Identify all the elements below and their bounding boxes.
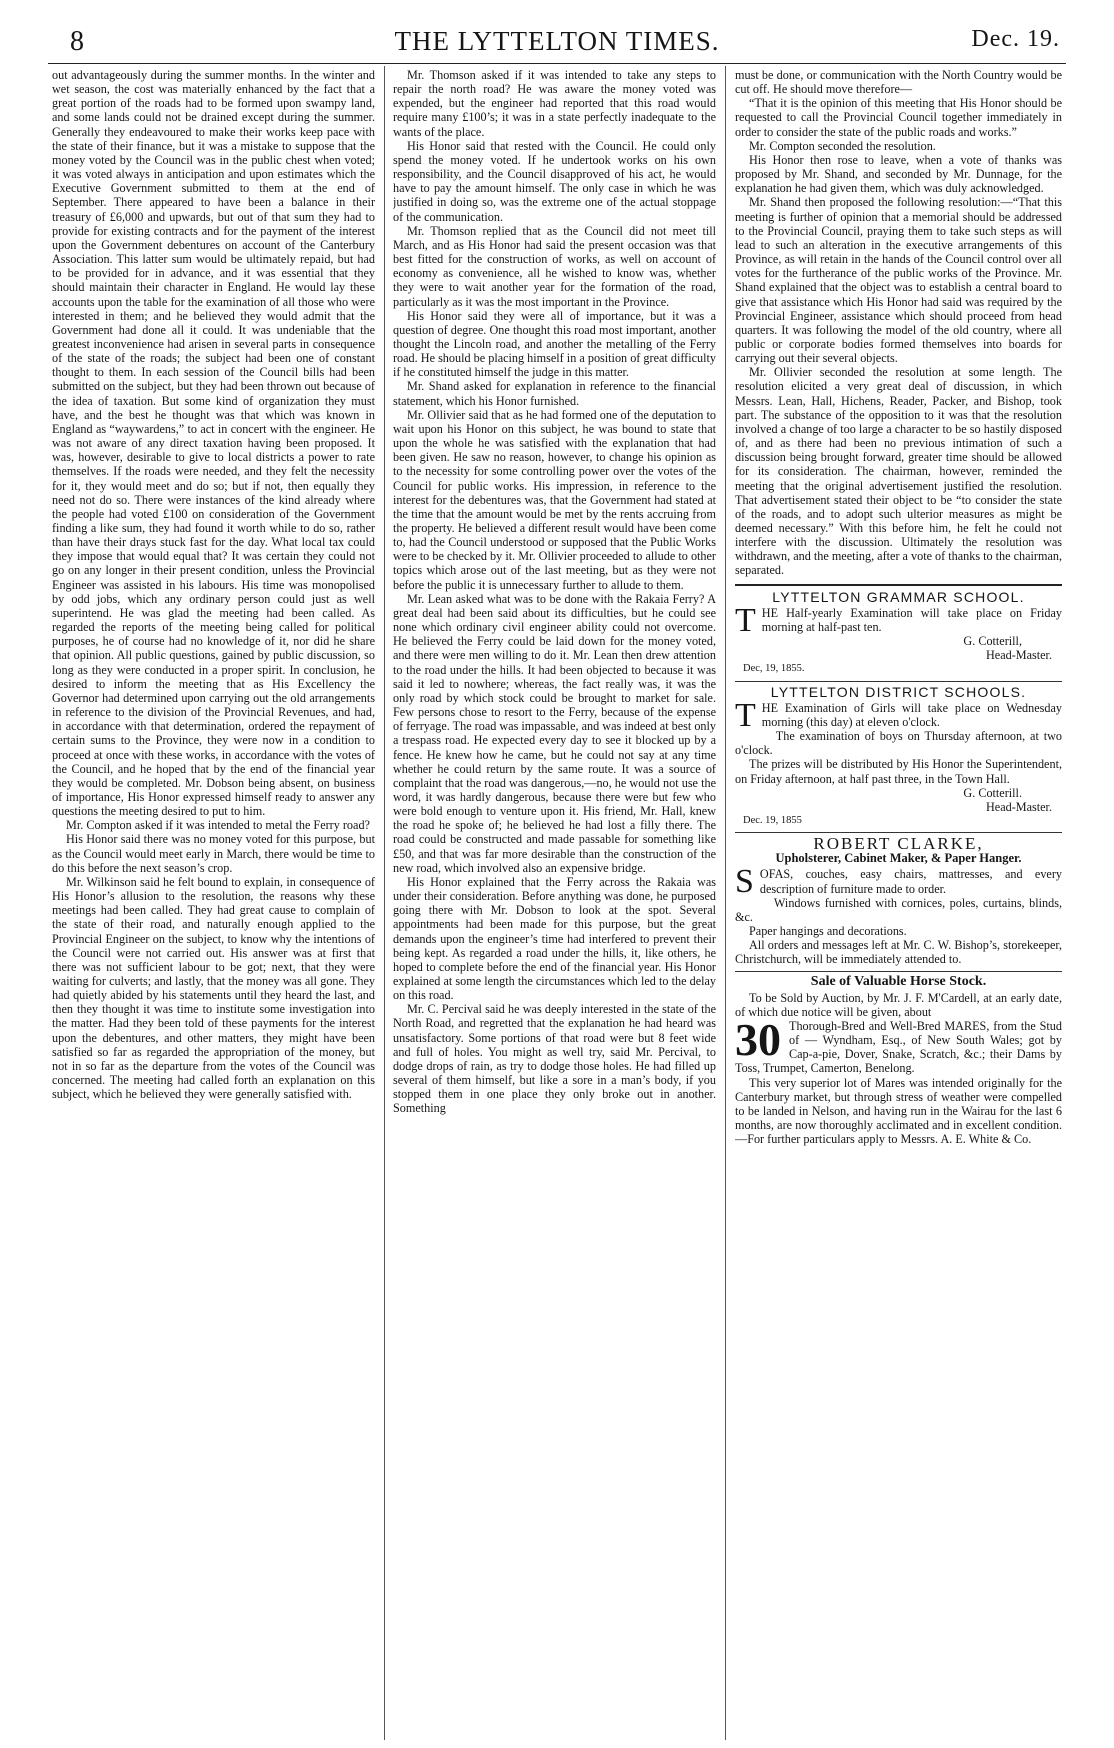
newspaper-title: THE LYTTELTON TIMES.	[394, 26, 720, 56]
notice-heading: LYTTELTON DISTRICT SCHOOLS.	[770, 683, 1027, 700]
drop-cap: S	[735, 863, 754, 901]
article-paragraph: His Honor said there was no money voted for this purpose, but as the Council would meet early in March, there would be time to do this before the next season’s crop.	[52, 832, 375, 875]
article-paragraph: Mr. Compton asked if it was intended to metal the Ferry road?	[66, 818, 370, 833]
column-2	[393, 68, 716, 1744]
advert-paragraph: Paper hangings and decorations.	[749, 924, 907, 939]
article-paragraph: His Honor then rose to leave, when a vote of thanks was proposed by Mr. Shand, and seconded by Mr. Dunnage, for the explanation he had given them, which was duly acknowledged.	[735, 152, 1062, 196]
robert-clarke-advertisement	[735, 834, 1062, 967]
notice-date: Dec. 19, 1855	[743, 814, 802, 826]
advert-body: 30 Thorough-Bred and Well-Bred MARES, from the Stud of — Wyndham, Esq., of New South Wales; got by Cap-a-pie, Dover, Snake, Scratch, &c.; their Dams by Toss, Trumpet, Camerton, Benelong.	[735, 1014, 1062, 1076]
column-divider	[384, 66, 385, 1740]
notice-signature: G. Cotterill.	[963, 785, 1022, 800]
article-paragraph: His Honor said they were all of importance, but it was a question of degree. One thought this road most important, another thought the Lincoln road, and another the metalling of the Ferry road. He should be placing himself in a position of great difficulty if he constituted himself the judge in this matter.	[393, 308, 716, 380]
advert-heading: Sale of Valuable Horse Stock.	[810, 973, 987, 989]
notice-paragraph: The prizes will be distributed by His Honor the Superintendent, on Friday afternoon, at half past three, in the Town Hall.	[735, 757, 1062, 786]
drop-cap: T	[735, 601, 756, 639]
article-paragraph: Mr. Thomson replied that as the Council did not meet till March, and as His Honor had said the present occasion was that best fitted for the construction of works, as well on account of economy as convenience, all he wished to know was, whether they were to wait another year for the formation of the road, particularly as it was the most important in the Province.	[393, 223, 716, 309]
article-paragraph: out advantageously during the summer months. In the winter and wet season, the cost was materially enhanced by the fact that a great portion of the roads had to be formed upon swampy land, and some lands could not be drained except during the summer. Generally they endeavoured to make their works keep pace with the state of their finance, but it was a mistake to suppose that the money voted by the Council was in the public chest when voted; it was voted always in anticipation and upon estimates which the Executive Government submitted to them at the end of September. There appeared to have been a balance in their treasury of £6,000 and upwards, but out of that sum they had to provide for existing contracts and for the payment of the interest upon the Government debentures on account of the Canterbury Association. This latter sum would be ultimately repaid, but had to be provided for in advance, and it was essential that they should maintain their character in England. He would lay these accounts upon the table for the examination of all those who were interested in them; and he believed they would admit that the Government had done all it could. It was undeniable that the greatest inconvenience had arisen in several parts in consequence of the state of the roads; the subject had been one of constant thought to them. In each session of the Council bills had been submitted on the subject, but they had been thrown out because of the idea of taxation. But some kind of organization they must have, and the best he thought was that which was known in England as “waywardens,” to act in concert with the engineer. He was not aware of any direct taxation having been proposed. It was, however, desirable to give to local districts a power to rate themselves. If the roads were needed, and they felt the necessity for it, they would meet and do so; but if not, then equally they need not do so. There were instances of the kind already where the people had voted £100 on consideration of the Government finding a like sum, they had found it worth while to do so, rather than have their drays stuck fast for the day. What local tax could they impose that would equal that? It was certain they could not go on any longer in their present condition, unless the Provincial Engineer was assisted in his labours. His time was monopolised by odd jobs, which any ordinary person could just as well superintend. He was glad the meeting had been called. As regarded the reports of the meeting being called for political purposes, he of course had no knowledge of it, nor did he share that opinion. All public questions, gained by public discussion, so long as they were conducted in a proper spirit. In conclusion, he desired to inform the meeting that as His Excellency the Governor had determined upon carrying out the old arrangements in reference to the division of the Provincial Revenues, and had, in accordance with that determination, ordered the repayment of certain sums to the Province, they were now in a condition to proceed at once with these works, in accordance with the votes of the Council, and he hoped that by the end of the financial year they would be completed. Mr. Dobson being absent, on business of importance, His Honor expressed himself ready to answer any questions the meeting desired to put to him.	[52, 68, 375, 819]
article-paragraph: Mr. Shand then proposed the following resolution:—“That this meeting is further of opinion that a memorial should be addressed to the Provincial Council, praying them to take such steps as will lead to such an alteration in the executive arrangements of this Province, as will retain in the hands of the Council control over all votes for the furtherance of the public works of the Province. Mr. Shand explained that the object was to establish a central board to give that assistance which His Honor had said was required by the Provincial Engineer, assistance which should proceed from head quarters. It was following the model of the old country, where all public or corporate bodies formed themselves into boards for carrying out their several objects.	[735, 195, 1062, 366]
article-paragraph: His Honor said that rested with the Council. He could only spend the money voted. If he undertook works on his own responsibility, and the Council disapproved of his act, he would have to pay the amount himself. The only case in which he was justified in doing so, was the extreme one of the actual stoppage of the communication.	[393, 138, 716, 224]
article-paragraph: Mr. Lean asked what was to be done with the Rakaia Ferry? A great deal had been said about its difficulties, but he could see none which ordinary civil engineer ability could not overcome. He believed the Ferry could be laid down for the money voted, and there were men willing to do it. Mr. Lean then drew attention to the road under the hills. It had been objected to because it was said it led to nowhere; whereas, the fact really was, it was the only road by which stock could be brought to market for sale. Few persons chose to resort to the Ferry, because of the expense of ferryage. The road was impassable, and was indeed at best only a trespass road. He expected every day to see it blocked up by a fence. He knew how he came, but he could not say at any time whether he could return by the same route. It was a source of complaint that the road was dangerous,—no, he would not use the word, it was hardly dangerous, because there were but few who were bold enough to venture upon it. His friend, Mr. Hall, knew the road he spoke of; he believed he had lost a filly there. The road could be constructed and made passable for something like £50, and that was far more desirable than the construction of the new road, which involved also an expensive bridge.	[393, 591, 716, 875]
notice-body: THE Examination of Girls will take place on Wednesday morning (this day) at eleven o'clock.	[735, 696, 1062, 734]
grammar-school-notice	[735, 590, 1062, 677]
notice-paragraph: The examination of boys on Thursday afternoon, at two o'clock.	[735, 729, 1062, 758]
advert-paragraph: All orders and messages left at Mr. C. W. Bishop’s, storekeeper, Christchurch, will be immediately attended to.	[735, 938, 1062, 967]
section-rule	[735, 681, 1062, 682]
article-paragraph: Mr. Wilkinson said he felt bound to explain, in consequence of His Honor’s allusion to the resolution, the reasons why these meetings had been called. They had great cause to complain of the state of their road, and naturally enough applied to the Provincial Engineer on the subject, to know why the intentions of the Council were not carried out. His answer was at first that there was not sufficient labour to be got; next, that they were waiting for culverts; and lastly, that the money was all gone. They had quietly abided by his statements until they heard the last, and then they thought it was time to institute some investigation into the matter. Had they been told of these payments for the interest upon the debentures, and other matters, they might have been satisfied so far as regarded the appropriation of the money, but not in so far as the departure from the votes of the Council was concerned. The meeting had called forth an explanation on this subject, which he believed they were generally satisfied with.	[52, 874, 375, 1102]
advertiser-name: ROBERT CLARKE,	[813, 834, 984, 854]
article-paragraph: Mr. Ollivier said that as he had formed one of the deputation to wait upon his Honor on this subject, he was bound to state that upon the whole he was satisfied with the explanation that had been given. He saw no reason, however, to change his opinion as to the necessity for some controlling power over the votes of the Council for public works. His impression, in reference to the interest for the debentures was, that the Government had stated at the time that the amount would be met by the rents accruing from the property. He believed a different result would have been come to, had the Council understood or supposed that the Public Works were to be checked by it. Mr. Ollivier proceeded to allude to other topics which arose out of the last meeting, but as they were not before the public it is unnecessary further to allude to them.	[393, 407, 716, 592]
article-paragraph: Mr. Ollivier seconded the resolution at some length. The resolution elicited a very great deal of discussion, in which Messrs. Lean, Hall, Hichens, Reader, Packer, and Bishop, took part. The substance of the opposition to it was that the resolution involved a change of too large a character to be so hastily disposed of, and as there had been no previous intimation of such a discussion being brought forward, greater time should be allowed for its consideration. The chairman, however, reminded the meeting that the original advertisement justified the resolution. That advertisement stated their object to be “to consider the state of the roads, and to adopt such ulterior measures as might be deemed necessary.” With this before him, he felt he could not interfere with the discussion. Ultimately the resolution was withdrawn, and the meeting, after a vote of thanks to the chairman, separated.	[735, 365, 1062, 578]
article-paragraph: His Honor explained that the Ferry across the Rakaia was under their consideration. Before anything was done, he purposed going there with Mr. Dobson to look at the spot. Several appointments had been made for this purpose, but the great demands upon the engineer’s time had interfered to prevent their being kept. As regarded a road under the hills, it, like others, he hoped to complete before the end of the financial year. His Honor explained at some length the circumstances which led to the delay on this road.	[393, 874, 716, 1003]
masthead	[40, 20, 1074, 64]
article-paragraph: Mr. Compton seconded the resolution.	[749, 138, 936, 153]
notice-role: Head-Master.	[986, 799, 1052, 814]
district-schools-notice	[735, 685, 1062, 829]
masthead-rule	[48, 63, 1066, 64]
notice-date: Dec, 19, 1855.	[743, 663, 805, 675]
notice-signature: G. Cotterill,	[963, 634, 1022, 649]
advert-paragraph: This very superior lot of Mares was intended originally for the Canterbury market, but through stress of weather were compelled to be landed in Nelson, and having run in the Wairau for the last 6 months, are now thoroughly acclimated and in excellent condition.—For further particulars apply to Messrs. A. E. White & Co.	[735, 1075, 1062, 1147]
issue-date: Dec. 19.	[971, 26, 1060, 52]
page-number: 8	[70, 26, 84, 57]
big-number: 30	[735, 1014, 781, 1065]
section-rule	[735, 971, 1062, 972]
advert-body: SOFAS, couches, easy chairs, mattresses, and every description of furniture made to order.	[735, 863, 1062, 901]
section-rule	[735, 832, 1062, 833]
notice-body: THE Half-yearly Examination will take place on Friday morning at half-past ten.	[735, 601, 1062, 639]
advertiser-trade: Upholsterer, Cabinet Maker, & Paper Hanger.	[775, 851, 1022, 866]
section-rule	[735, 584, 1062, 586]
article-paragraph: “That it is the opinion of this meeting that His Honor should be requested to call the Provincial Council together immediately in order to consider the state of the public roads and works.”	[735, 96, 1062, 139]
column-1	[52, 68, 375, 1744]
column-divider	[725, 66, 726, 1740]
advert-intro: To be Sold by Auction, by Mr. J. F. M'Cardell, at an early date, of which due notice will be given, about	[735, 990, 1062, 1019]
article-paragraph: Mr. Thomson asked if it was intended to take any steps to repair the north road? He was aware the money voted was expended, but the engineer had reported that this road would require many £100’s; it was in a state perfectly inadequate to the wants of the place.	[393, 68, 716, 139]
advert-paragraph: Windows furnished with cornices, poles, curtains, blinds, &c.	[735, 895, 1062, 924]
horse-sale-advertisement	[735, 975, 1062, 1147]
drop-cap: T	[735, 696, 756, 734]
notice-role: Head-Master.	[986, 648, 1052, 663]
article-paragraph: Mr. Shand asked for explanation in reference to the financial statement, which his Honor furnished.	[393, 379, 716, 408]
notice-heading: LYTTELTON GRAMMAR SCHOOL.	[772, 588, 1025, 605]
article-paragraph: must be done, or communication with the North Country would be cut off. He should move therefore—	[735, 68, 1062, 97]
column-3	[735, 68, 1062, 1744]
article-paragraph: Mr. C. Percival said he was deeply interested in the state of the North Road, and regretted that the explanation he had heard was unsatisfactory. Some portions of that road were but 8 feet wide and full of holes. You might as well try, said Mr. Percival, to dodge drops of rain, as try to dodge those holes. He had filled up several of them himself, but like a sore in a man’s body, if you stopped them in one place they only broke out in another. Something	[393, 1002, 716, 1116]
